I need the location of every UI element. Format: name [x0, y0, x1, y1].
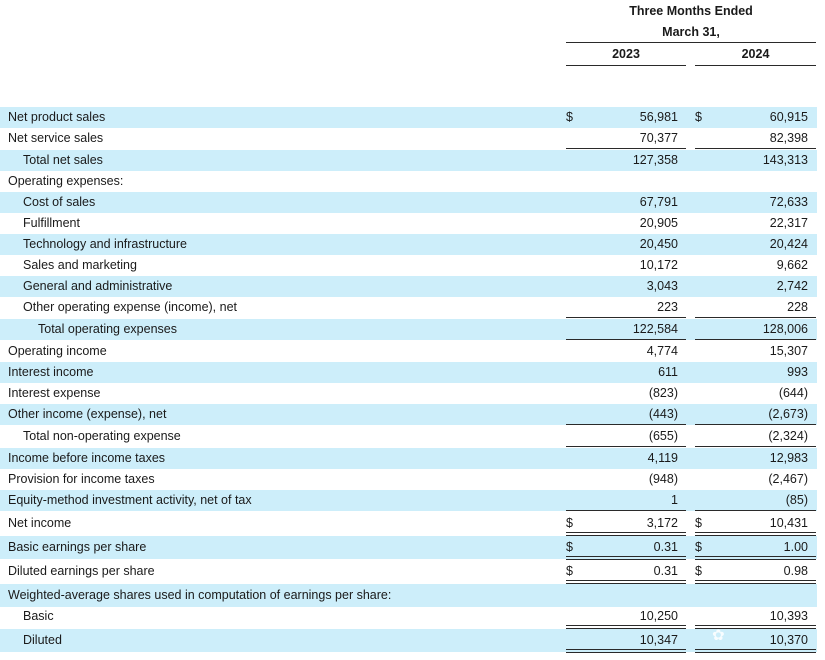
underline [695, 510, 816, 511]
row-label: Interest income [8, 365, 94, 379]
value-2023: 611 [658, 365, 678, 379]
row-label: General and administrative [23, 279, 173, 293]
underline [566, 446, 686, 447]
value-2024: 60,915 [769, 110, 808, 124]
period-heading-line1: Three Months Ended [629, 4, 753, 18]
row-label: Net service sales [8, 131, 104, 145]
currency-symbol-2024: $ [695, 540, 702, 554]
row-label: Diluted [23, 633, 62, 647]
underline [566, 317, 686, 318]
table-row [0, 213, 817, 234]
value-2024: 82,398 [769, 131, 808, 145]
column-header-rule-2023 [566, 65, 686, 66]
value-2023: 10,172 [639, 258, 678, 272]
table-row [0, 234, 817, 255]
currency-symbol-2024: $ [695, 110, 702, 124]
value-2024: 10,431 [769, 516, 808, 530]
table-row [0, 448, 817, 469]
value-2024: 1.00 [783, 540, 808, 554]
table-row [0, 584, 817, 607]
row-label: Interest expense [8, 386, 101, 400]
row-label: Sales and marketing [23, 258, 137, 272]
column-header-rule-2024 [695, 65, 816, 66]
underline [695, 339, 816, 340]
table-row [0, 362, 817, 383]
value-2024: 10,393 [769, 609, 808, 623]
table-row [0, 383, 817, 404]
row-label: Total operating expenses [38, 322, 177, 336]
value-2024: 993 [787, 365, 808, 379]
underline [695, 446, 816, 447]
double-underline [566, 649, 686, 653]
value-2024: (2,467) [768, 472, 808, 486]
row-label: Total non-operating expense [23, 429, 181, 443]
value-2023: 56,981 [639, 110, 678, 124]
value-2024: 15,307 [769, 344, 808, 358]
row-label: Income before income taxes [8, 451, 166, 465]
value-2023: 4,119 [647, 451, 678, 465]
value-2023: (823) [648, 386, 678, 400]
table-row [0, 469, 817, 490]
table-row [0, 426, 817, 447]
row-label: Basic earnings per share [8, 540, 147, 554]
currency-symbol-2023: $ [566, 564, 573, 578]
value-2023: 0.31 [653, 540, 678, 554]
row-label: Cost of sales [23, 195, 96, 209]
row-label: Operating income [8, 344, 107, 358]
row-label: Fulfillment [23, 216, 80, 230]
table-row [0, 297, 817, 318]
value-2024: (644) [778, 386, 808, 400]
value-2024: 143,313 [762, 153, 808, 167]
row-label: Diluted earnings per share [8, 564, 155, 578]
value-2024: 12,983 [769, 451, 808, 465]
table-row [0, 490, 817, 511]
currency-symbol-2023: $ [566, 110, 573, 124]
value-2023: 223 [657, 300, 678, 314]
value-2024: (85) [785, 493, 808, 507]
value-2023: 70,377 [639, 131, 678, 145]
value-2023: 3,043 [646, 279, 678, 293]
column-header-2024: 2024 [741, 47, 770, 61]
row-label: Other operating expense (income), net [23, 300, 238, 314]
row-label: Basic [23, 609, 54, 623]
currency-symbol-2024: $ [695, 516, 702, 530]
row-label: Technology and infrastructure [23, 237, 187, 251]
value-2024: 0.98 [783, 564, 808, 578]
value-2023: 127,358 [632, 153, 678, 167]
value-2023: 20,450 [639, 237, 678, 251]
row-label: Weighted-average shares used in computation of earnings per share: [8, 588, 392, 602]
value-2023: (443) [648, 407, 678, 421]
value-2024: (2,324) [768, 429, 808, 443]
row-label: Total net sales [23, 153, 103, 167]
table-row [0, 171, 817, 192]
underline [695, 317, 816, 318]
value-2023: 20,905 [639, 216, 678, 230]
value-2023: 0.31 [653, 564, 678, 578]
table-row [0, 255, 817, 276]
table-row [0, 192, 817, 213]
value-2024: 228 [787, 300, 808, 314]
value-2024: (2,673) [768, 407, 808, 421]
underline [566, 510, 686, 511]
underline [566, 148, 686, 149]
table-row [0, 128, 817, 149]
value-2024: 22,317 [769, 216, 808, 230]
table-row [0, 107, 817, 128]
table-row [0, 341, 817, 362]
value-2023: (655) [648, 429, 678, 443]
table-row [0, 150, 817, 171]
currency-symbol-2023: $ [566, 516, 573, 530]
table-row [0, 404, 817, 425]
row-label: Net product sales [8, 110, 106, 124]
value-2023: 67,791 [639, 195, 678, 209]
value-2023: 3,172 [646, 516, 678, 530]
row-label: Provision for income taxes [8, 472, 155, 486]
value-2024: 128,006 [762, 322, 808, 336]
value-2024: 20,424 [769, 237, 808, 251]
underline [566, 424, 686, 425]
currency-symbol-2023: $ [566, 540, 573, 554]
table-row [0, 319, 817, 340]
underline [695, 424, 816, 425]
underline [695, 148, 816, 149]
table-row [0, 276, 817, 297]
watermark-logo: ✿ [712, 627, 725, 644]
value-2023: 122,584 [632, 322, 678, 336]
currency-symbol-2024: $ [695, 564, 702, 578]
row-label: Other income (expense), net [8, 407, 167, 421]
row-label: Operating expenses: [8, 174, 124, 188]
value-2023: 1 [671, 493, 678, 507]
column-header-2023: 2023 [612, 47, 640, 61]
value-2023: 10,347 [639, 633, 678, 647]
row-label: Net income [8, 516, 72, 530]
value-2023: 10,250 [639, 609, 678, 623]
row-label: Equity-method investment activity, net of tax [8, 493, 252, 507]
value-2024: 10,370 [769, 633, 808, 647]
double-underline [695, 649, 816, 653]
value-2024: 9,662 [776, 258, 808, 272]
period-heading-line2: March 31, [662, 25, 720, 39]
header-rule [566, 42, 816, 43]
value-2023: 4,774 [646, 344, 678, 358]
value-2024: 72,633 [769, 195, 808, 209]
value-2024: 2,742 [776, 279, 808, 293]
value-2023: (948) [648, 472, 678, 486]
underline [566, 339, 686, 340]
